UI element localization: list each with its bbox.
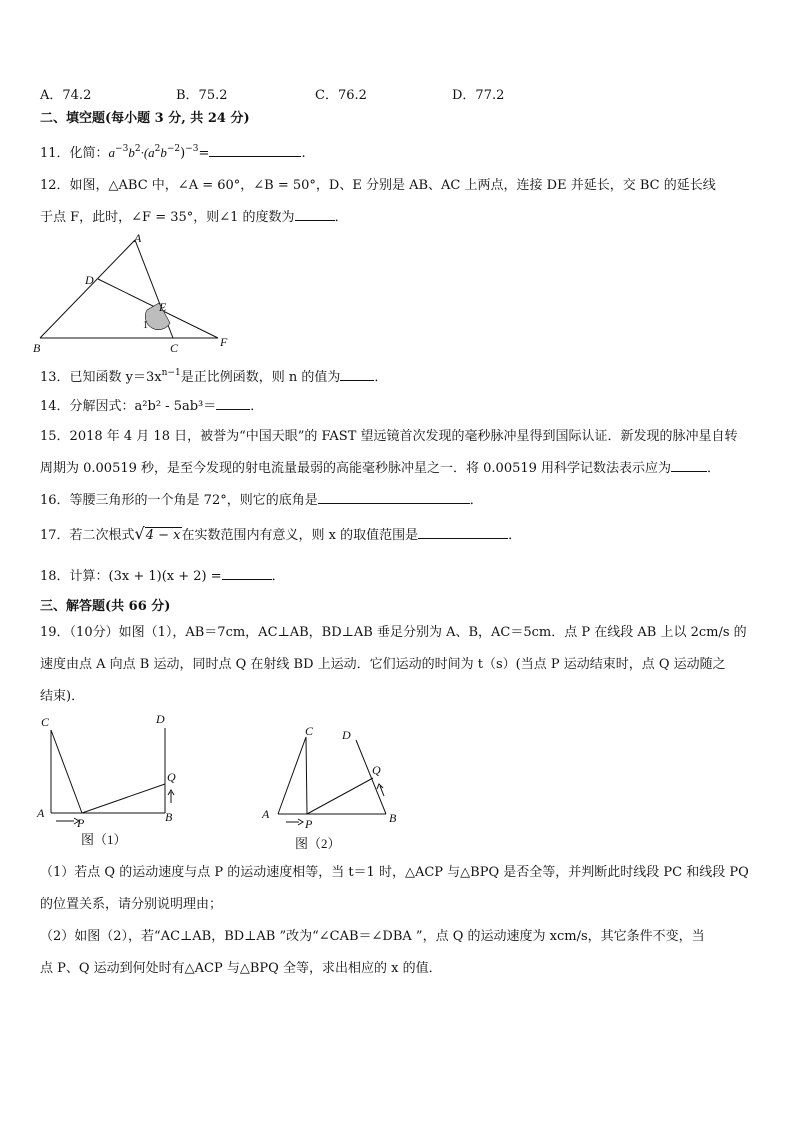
choice-d: D．77.2 <box>452 88 505 103</box>
fig1-segment-pq <box>82 784 165 813</box>
fig2-segment-pq <box>307 778 373 814</box>
q16-end: ． <box>469 493 483 508</box>
q13-end: ． <box>374 370 388 385</box>
question-19-line1: 19．（10分）如图（1），AB＝7cm，AC⊥AB，BD⊥AB 垂足分别为 A、B，AC＝5cm．点 P 在线段 AB 上以 2cm/s 的 <box>40 625 747 640</box>
question-12-line2 <box>40 207 348 227</box>
q13-sup: n−1 <box>161 368 181 378</box>
q17-end: ． <box>508 528 522 543</box>
fig2-label-p: P <box>305 817 313 831</box>
q11-expr-a: a <box>108 145 116 160</box>
question-19-sub2-line1: （2）如图（2），若“AC⊥AB，BD⊥AB ”改为“∠CAB＝∠DBA ”，点 Q 的运动速度为 xcm/s，其它条件不变，当 <box>40 929 705 944</box>
q11-prefix: 11．化简： <box>40 146 109 161</box>
q11-expr-b2: b <box>160 145 167 160</box>
q13-text-a: 13．已知函数 y＝3x <box>40 370 162 385</box>
label-angle-1: 1 <box>143 320 148 331</box>
fig1-label-b: B <box>165 810 173 824</box>
q12-line2-text: 于点 F，此时，∠F = 35°，则∠1 的度数为 <box>40 210 295 225</box>
q18-end: ． <box>271 569 285 584</box>
radical-sign-icon: √ <box>134 524 145 543</box>
question-13 <box>40 364 387 387</box>
q15-line2-text: 周期为 0.00519 秒，是至今发现的射电流量最弱的高能毫秒脉冲星之一．将 0.00519 用科学记数法表示应为 <box>40 461 672 476</box>
fig2-label-c: C <box>305 724 314 738</box>
answer-blank-17[interactable] <box>418 525 508 539</box>
q11-expr-b-sup: 2 <box>134 144 141 154</box>
q11-expr-mid-sup: 2 <box>154 144 161 154</box>
question-11 <box>40 140 306 163</box>
fig2-label-a: A <box>262 807 270 821</box>
fig1-caption: 图（1） <box>81 832 127 847</box>
fig1-label-d: D <box>156 712 165 726</box>
fig1-segment-cp <box>51 730 82 813</box>
q12-triangle-figure <box>30 230 240 358</box>
q11-expr-close: ) <box>180 146 186 161</box>
question-16 <box>40 490 483 510</box>
q12-end: ． <box>334 210 348 225</box>
fig1-label-c: C <box>41 715 50 729</box>
question-14 <box>40 396 263 416</box>
answer-blank-12[interactable] <box>295 207 335 221</box>
label-e: E <box>159 300 167 314</box>
answer-blank-14[interactable] <box>216 396 250 410</box>
question-19-line2: 速度由点 A 向点 B 运动，同时点 Q 在射线 BD 上运动．它们运动的时间为 t（s）(当点 P 运动结束时，点 Q 运动随之 <box>40 657 726 672</box>
fig2-segment-cp <box>306 737 307 814</box>
answer-blank-15[interactable] <box>671 458 707 472</box>
answer-blank-13[interactable] <box>340 367 374 381</box>
question-12-line1: 12．如图，△ABC 中，∠A = 60°，∠B = 50°，D、E 分别是 AB、AC 上两点，连接 DE 并延长，交 BC 的延长线 <box>40 178 716 193</box>
label-c: C <box>170 341 179 355</box>
q18-text: 18．计算：(3x + 1)(x + 2) = <box>40 569 222 584</box>
q17-text-b: 在实数范围内有意义，则 x 的取值范围是 <box>181 528 419 543</box>
fig1-label-a: A <box>37 806 45 820</box>
q14-text: 14．分解因式：a²b² - 5ab³＝ <box>40 399 217 414</box>
fig2-label-q: Q <box>372 763 381 777</box>
fig2-label-d: D <box>342 728 351 742</box>
answer-blank-18[interactable] <box>222 566 272 580</box>
q11-expr-mid: ·(a <box>140 145 155 160</box>
q15-end: ． <box>707 461 721 476</box>
q11-end: . <box>301 146 306 161</box>
label-d: D <box>85 273 94 287</box>
choice-b: B．75.2 <box>176 88 228 103</box>
q14-end: ． <box>250 399 264 414</box>
figure-1 <box>34 710 194 850</box>
section-2-heading: 二、填空题(每小题 3 分, 共 24 分) <box>40 111 250 126</box>
question-17 <box>40 525 521 545</box>
q11-expr-b: b <box>128 145 135 160</box>
question-15-line1: 15．2018 年 4 月 18 日，被誉为“中国天眼”的 FAST 望远镜首次发现的毫秒脉冲星得到国际认证．新发现的脉冲星自转 <box>40 429 738 444</box>
q11-eq: = <box>198 146 210 161</box>
fig2-label-b: B <box>389 811 397 825</box>
answer-blank-11[interactable] <box>209 143 301 157</box>
choice-a: A．74.2 <box>40 88 92 103</box>
q11-expr-close-sup: −3 <box>185 144 199 154</box>
figure-2 <box>258 718 408 858</box>
question-19-sub1-line2: 的位置关系，请分别说明理由； <box>40 897 223 912</box>
q11-expr-a-sup: −3 <box>115 144 129 154</box>
answer-blank-16[interactable] <box>318 490 470 504</box>
q17-text-a: 17．若二次根式 <box>40 528 135 543</box>
question-19-sub1-line1: （1）若点 Q 的运动速度与点 P 的运动速度相等，当 t＝1 时，△ACP 与△BPQ 是否全等，并判断此时线段 PC 和线段 PQ <box>40 865 749 880</box>
section-3-heading: 三、解答题(共 66 分) <box>40 599 171 614</box>
fig2-caption: 图（2） <box>295 836 341 851</box>
fig1-label-q: Q <box>167 770 176 784</box>
label-b: B <box>33 341 41 355</box>
q13-text-b: 是正比例函数，则 n 的值为 <box>180 370 341 385</box>
fig2-segment-ac <box>278 737 306 814</box>
label-a: A <box>134 231 142 245</box>
question-15-line2 <box>40 458 720 478</box>
label-f: F <box>220 335 228 349</box>
question-19-line3: 结束)． <box>40 689 85 704</box>
fig2-segment-bd <box>356 740 386 814</box>
q17-radicand: 4 − x <box>145 528 181 543</box>
choice-c: C．76.2 <box>315 88 367 103</box>
q16-text: 16．等腰三角形的一个角是 72°，则它的底角是 <box>40 493 318 508</box>
question-19-sub2-line2: 点 P、Q 运动到何处时有△ACP 与△BPQ 全等，求出相应的 x 的值． <box>40 961 442 976</box>
question-18 <box>40 566 285 586</box>
segment-ba <box>40 240 135 338</box>
q11-expr-b2-sup: −2 <box>166 144 181 154</box>
fig1-label-p: P <box>77 816 85 830</box>
